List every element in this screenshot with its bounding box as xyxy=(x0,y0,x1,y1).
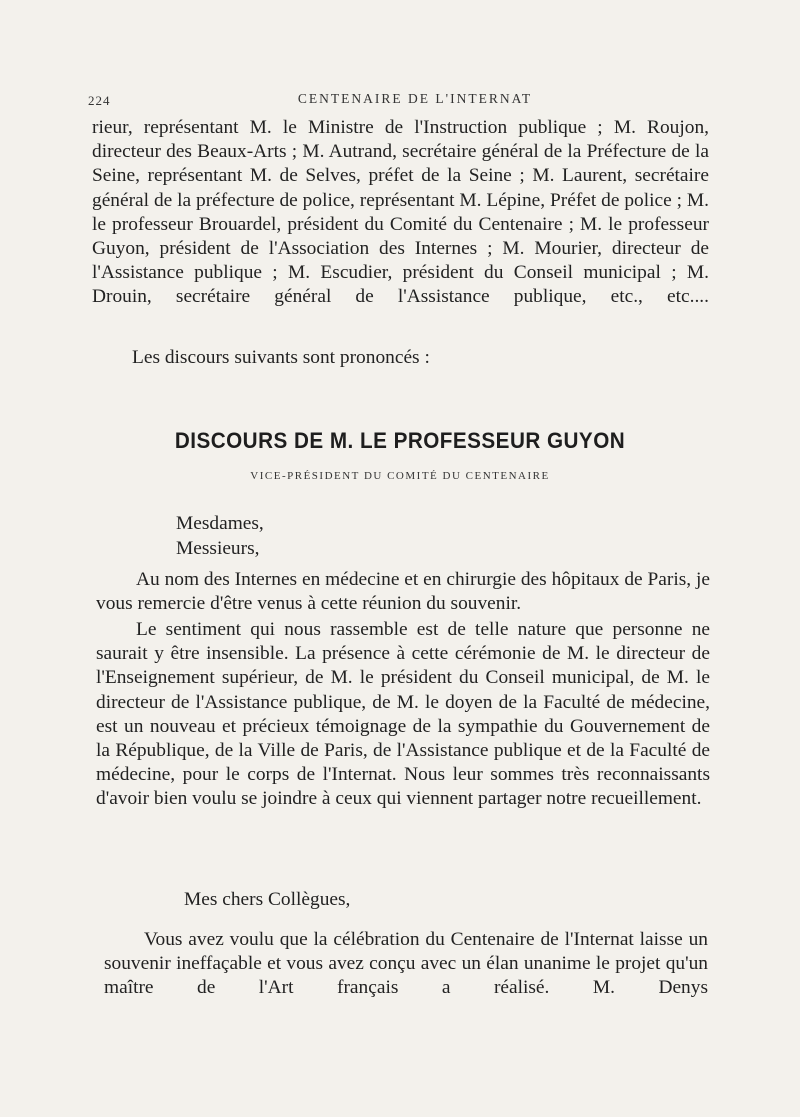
salutation-collegues: Mes chers Collègues, xyxy=(184,889,351,910)
salutation-messieurs: Messieurs, xyxy=(176,538,260,559)
speech-paragraph-1: Au nom des Internes en médecine et en chirurgie des hôpitaux de Paris, je vous remercie d'être venus à cette réunion du souvenir. xyxy=(96,569,710,615)
speech-paragraph-2: Le sentiment qui nous rassemble est de telle nature que personne ne saurait y être insensible. La présence à cette cérémonie de M. le directeur de l'Enseignement supérieur, de M. le président du Conseil municipal, de M. le directeur de l'Assistance publique, de M. le doyen de la Faculté de médecine, est un nouveau et précieux témoignage de la sympathie du Gouvernement de la République, de la Ville de Paris, de l'Assistance publique et de la Faculté de médecine, pour le corps de l'Internat. Nous leur sommes très reconnaissants d'avoir bien voulu se joindre à ceux qui viennent partager notre recueillement. xyxy=(96,619,710,810)
speech-title: DISCOURS DE M. LE PROFESSEUR GUYON xyxy=(174,428,626,453)
speech-subtitle: VICE-PRÉSIDENT DU COMITÉ DU CENTENAIRE xyxy=(250,470,550,482)
speech-paragraph-3: Vous avez voulu que la célébration du Centenaire de l'Internat laisse un souvenir ineffaçable et vous avez conçu avec un élan unanime le projet qu'un maître de l'Art français a réalisé. M. Denys xyxy=(104,929,708,999)
salutation-mesdames: Mesdames, xyxy=(176,513,264,534)
discours-intro-line: Les discours suivants sont prononcés : xyxy=(132,347,430,368)
intro-paragraph: rieur, représentant M. le Ministre de l'Instruction publique ; M. Roujon, directeur des Beaux-Arts ; M. Autrand, secrétaire général de la Préfecture de la Seine, représentant M. de Selves, préfet de la Seine ; M. Laurent, secrétaire général de la préfecture de police, représentant M. Lépine, Préfet de police ; M. le professeur Brouardel, président du Comité du Centenaire ; M. le professeur Guyon, président de l'Association des Internes ; M. Mourier, directeur de l'Assistance publique ; M. Escudier, président du Conseil municipal ; M. Drouin, secrétaire général de l'Assistance publique, etc., etc.... xyxy=(92,117,709,308)
page-number: 224 xyxy=(88,93,111,108)
running-head: CENTENAIRE DE L'INTERNAT xyxy=(297,91,533,106)
